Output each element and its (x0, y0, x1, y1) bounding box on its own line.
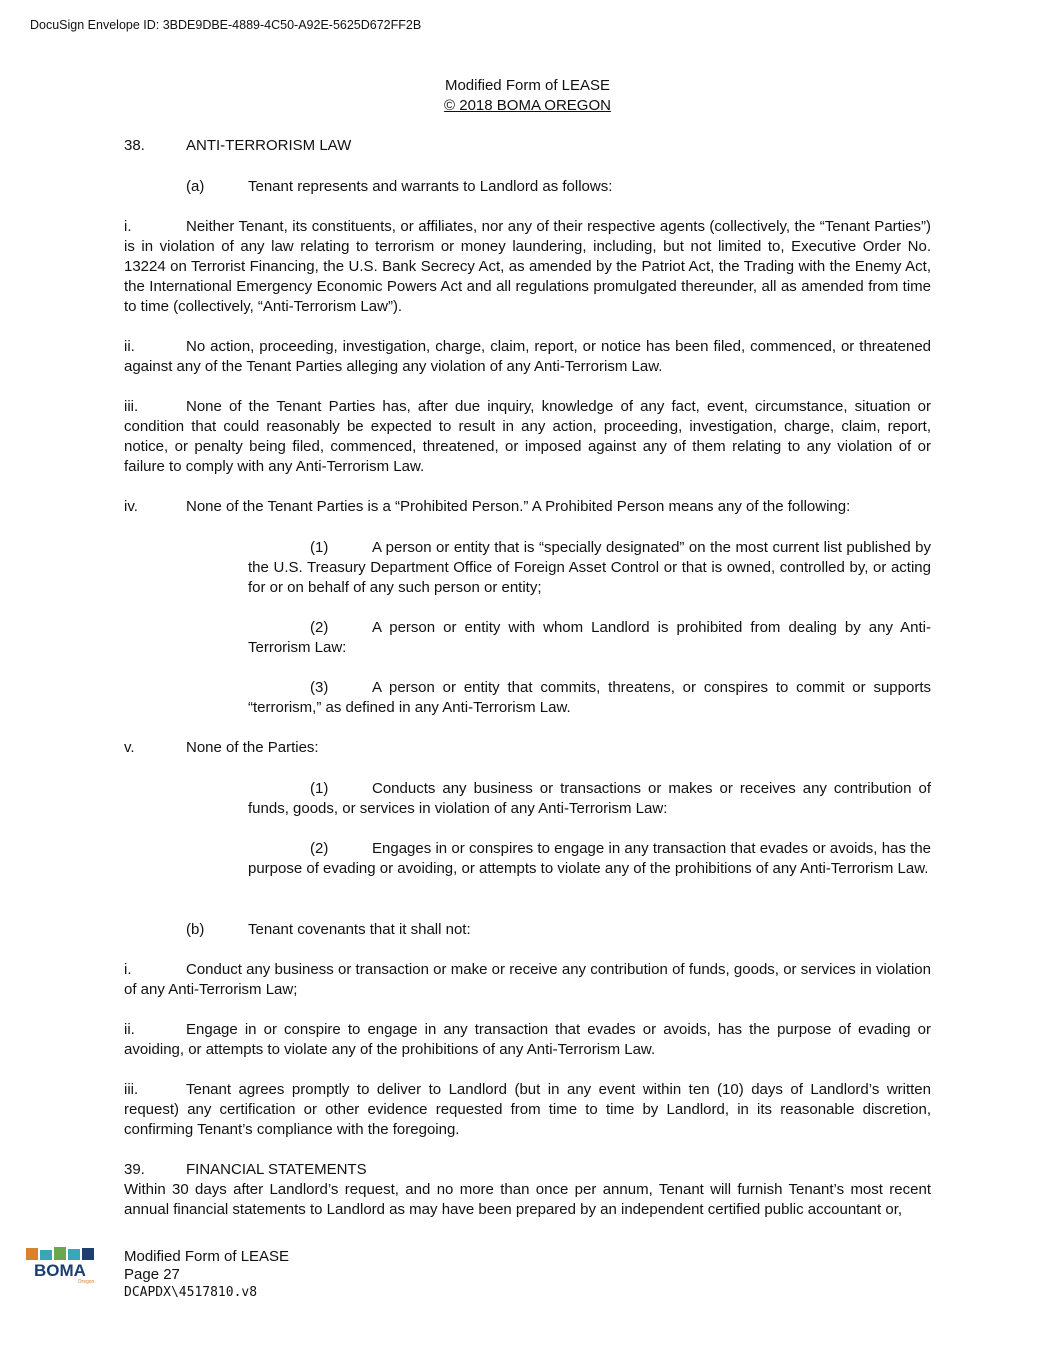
clause-label: v. (124, 739, 135, 756)
clause-label: iv. (124, 498, 138, 515)
clause-b-i (124, 960, 931, 1000)
page-header (0, 76, 1055, 116)
item-text: A person or entity that commits, threatens, or conspires to commit or supports “terrorism,” as defined in any Anti-Terrorism Law. (248, 679, 931, 716)
item-label: (1) (310, 539, 329, 556)
item-text: A person or entity that is “specially designated” on the most current list published by the U.S. Treasury Department Office of Foreign Asset Control or that is owned, controlled by, or acting for or on behalf of any such person or entity; (248, 539, 931, 596)
section-number: 39. (124, 1161, 145, 1178)
clause-text: Neither Tenant, its constituents, or affiliates, nor any of their respective agents (collectively, the “Tenant Parties”) is in violation of any law relating to terrorism or money laundering, including, but not limited to, Executive Order No. 13224 on Terrorist Financing, the U.S. Bank Secrecy Act, as amended by the Patriot Act, the Trading with the Enemy Act, the International Emergency Economic Powers Act and all regulations promulgated thereunder, all as amended from time to time (collectively, “Anti-Terrorism Law”). (124, 218, 931, 315)
footer-page-number: Page 27 (124, 1266, 180, 1283)
clause-text: None of the Tenant Parties is a “Prohibited Person.” A Prohibited Person means any of the following: (186, 498, 851, 515)
item-label: (2) (310, 619, 329, 636)
logo-text: BOMA (34, 1261, 86, 1280)
section-39-heading (124, 1160, 367, 1180)
section-title: FINANCIAL STATEMENTS (186, 1161, 367, 1178)
clause-v (124, 738, 931, 758)
footer-doc-code: DCAPDX\4517810.v8 (124, 1285, 258, 1300)
item-label: (2) (310, 840, 329, 857)
clause-b-iii (124, 1080, 931, 1140)
logo-subtext: Oregon (77, 1279, 95, 1284)
clause-b-ii (124, 1020, 931, 1060)
subsection-b (186, 920, 471, 940)
footer-title: Modified Form of LEASE (124, 1248, 290, 1265)
header-title: Modified Form of LEASE (444, 77, 611, 94)
clause-i (124, 217, 931, 317)
clause-iv-2 (248, 618, 931, 658)
clause-iv (124, 497, 931, 517)
clause-ii (124, 337, 931, 377)
section-39-text: Within 30 days after Landlord’s request, and no more than once per annum, Tenant will furnish Tenant’s most recent annual financial statements to Landlord as may have been prepared by an independent certified public accountant or, (124, 1181, 931, 1218)
clause-iii (124, 397, 931, 477)
logo-block-teal-2 (68, 1249, 80, 1260)
clause-label: i. (124, 218, 132, 235)
logo-block-green (54, 1247, 66, 1260)
clause-label: ii. (124, 1021, 135, 1038)
item-text: Engages in or conspires to engage in any transaction that evades or avoids, has the purpose of evading or avoiding, or attempts to violate any of the prohibitions of any Anti-Terrorism Law. (248, 840, 931, 877)
subsection-a (186, 177, 612, 197)
docusign-envelope-id: DocuSign Envelope ID: 3BDE9DBE-4889-4C50-A92E-5625D672FF2B (30, 18, 422, 32)
clause-text: Engage in or conspire to engage in any transaction that evades or avoids, has the purpose of evading or avoiding, or attempts to violate any of the prohibitions of any Anti-Terrorism Law. (124, 1021, 931, 1058)
clause-iv-1 (248, 538, 931, 598)
logo-block-blue (82, 1248, 94, 1260)
boma-logo (24, 1246, 98, 1284)
subsection-text: Tenant covenants that it shall not: (248, 921, 471, 938)
clause-v-1 (248, 779, 931, 819)
clause-v-2 (248, 839, 931, 879)
subsection-label: (a) (186, 178, 205, 195)
clause-label: iii. (124, 1081, 139, 1098)
section-number: 38. (124, 137, 145, 154)
logo-block-teal (40, 1250, 52, 1260)
clause-text: Tenant agrees promptly to deliver to Landlord (but in any event within ten (10) days of Landlord’s written request) any certification or other evidence requested from time to time by Landlord, in its reasonable discretion, confirming Tenant’s compliance with the foregoing. (124, 1081, 931, 1138)
item-label: (3) (310, 679, 329, 696)
logo-block-orange (26, 1248, 38, 1260)
clause-label: ii. (124, 338, 135, 355)
item-text: A person or entity with whom Landlord is prohibited from dealing by any Anti-Terrorism Law: (248, 619, 931, 656)
subsection-text: Tenant represents and warrants to Landlord as follows: (248, 178, 613, 195)
clause-text: None of the Tenant Parties has, after due inquiry, knowledge of any fact, event, circumstance, situation or condition that could reasonably be expected to result in any action, proceeding, investigation, charge, claim, report, notice, or penalty being filed, commenced, threatened, or imposed against any of them relating to any violation of or failure to comply with any Anti-Terrorism Law. (124, 398, 931, 475)
section-38-heading (124, 136, 351, 156)
item-text: Conducts any business or transactions or makes or receives any contribution of funds, goods, or services in violation of any Anti-Terrorism Law: (248, 780, 931, 817)
clause-text: Conduct any business or transaction or make or receive any contribution of funds, goods, or services in violation of any Anti-Terrorism Law; (124, 961, 931, 998)
header-copyright: © 2018 BOMA OREGON (444, 97, 611, 114)
item-label: (1) (310, 780, 329, 797)
clause-label: iii. (124, 398, 139, 415)
section-title: ANTI-TERRORISM LAW (186, 137, 352, 154)
clause-text: None of the Parties: (186, 739, 319, 756)
clause-text: No action, proceeding, investigation, charge, claim, report, or notice has been filed, commenced, or threatened against any of the Tenant Parties alleging any violation of any Anti-Terrorism Law. (124, 338, 931, 375)
subsection-label: (b) (186, 921, 205, 938)
clause-label: i. (124, 961, 132, 978)
clause-iv-3 (248, 678, 931, 718)
page-footer (124, 1248, 289, 1302)
